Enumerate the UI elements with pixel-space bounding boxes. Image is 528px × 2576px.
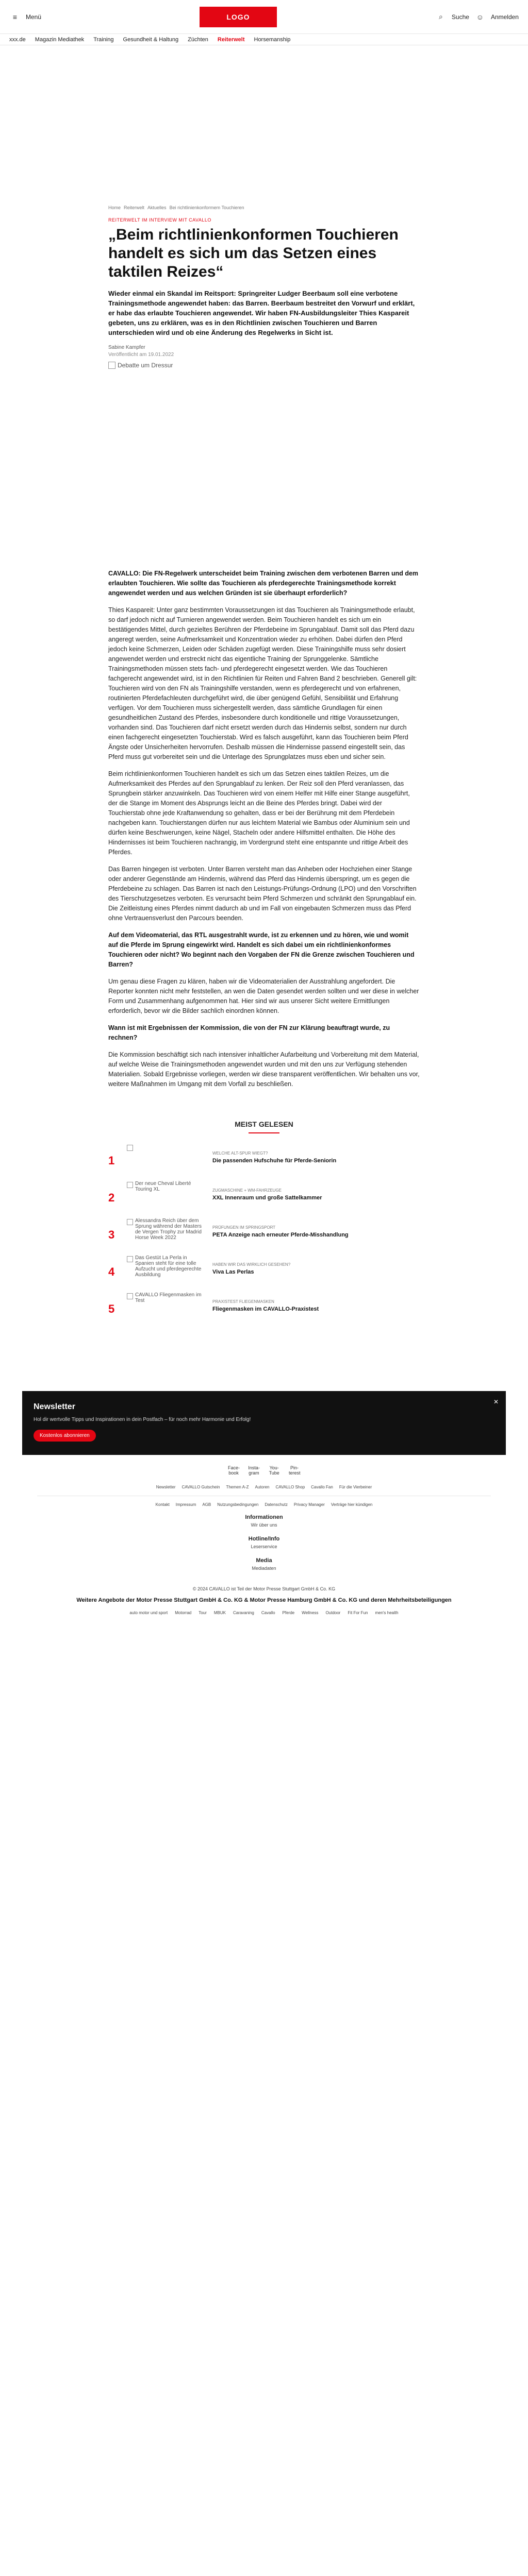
publisher-offer-link[interactable]: men's health (375, 1611, 399, 1615)
top-bar-right (435, 11, 519, 23)
nav-item-gesundheit[interactable]: Gesundheit & Haltung (123, 36, 179, 43)
most-read-thumbnail[interactable] (127, 1144, 204, 1175)
top-bar (0, 0, 528, 34)
interview-question: Auf dem Videomaterial, das RTL ausgestrahlt wurde, ist zu erkennen und zu hören, wie und womit auf die Pferde im Sprung eingewirkt wird. Handelt es sich dabei um ein richtlinienkonformes Touchieren oder nicht? Wo beginnt nach den Vorgaben der FN die Grenze zwischen Touchieren und Barren? (108, 931, 415, 968)
most-read-title: MEIST GELESEN (235, 1120, 293, 1128)
footer-link[interactable]: Autoren (255, 1485, 270, 1489)
breadcrumb-home[interactable]: Home (108, 205, 121, 210)
most-read-kicker: PRÜFUNGEN IM SPRINGSPORT (212, 1225, 276, 1230)
article-kicker: REITERWELT IM INTERVIEW MIT CAVALLO (108, 217, 211, 223)
site-logo[interactable] (200, 7, 277, 27)
nav-item-reiterwelt[interactable]: Reiterwelt (217, 36, 245, 43)
breadcrumb (108, 205, 420, 210)
article-paragraph: Das Barren hingegen ist verboten. Unter Barren versteht man das Anheben oder Hochziehen einer Stange oder anderer Gegenstände am Hindernis, während das Pferd das Hindernis überspringt, um es gegen die Pferdebeine zu schlagen. Das Barren ist nach den Leistungs-Prüfungs-Ordnung (LPO) und den Vorschriften des Tierschutzgesetzes verboten. Es verursacht beim Pferd Schmerzen und schränkt den Sprungablauf ein. Die Zeitleistung eines Pferdes nimmt dadurch ab und im Fall von eingebauten Schmerzen muss das Pferd ohne Vertrauensverlust den Parcours beenden. (108, 866, 417, 922)
most-read-text (212, 1181, 420, 1201)
newsletter-title: Newsletter (34, 1402, 75, 1411)
page-bottom-spacer (0, 1615, 528, 1646)
most-read-headline[interactable]: Die passenden Hufschuhe für Pferde-Seniorin (212, 1158, 337, 1164)
footer-legal-link[interactable]: Datenschutz (265, 1502, 288, 1507)
top-bar-left (9, 11, 41, 23)
most-read-thumbnail[interactable] (127, 1218, 204, 1249)
publisher-offer-link[interactable]: Motorrad (175, 1611, 192, 1615)
most-read-thumbnail-alt: Das Gestüt La Perla in Spanien steht für eine tolle Aufzucht und pferdegerechte Ausbildung (135, 1255, 202, 1278)
article-headline: „Beim richtlinienkonformen Touchieren handelt es sich um das Setzen eines taktilen Reizes“ (108, 226, 399, 280)
most-read-item[interactable] (108, 1144, 420, 1181)
footer-link[interactable]: CAVALLO Shop (275, 1485, 305, 1489)
footer-link[interactable]: Themen A-Z (226, 1485, 249, 1489)
publisher-offers-links (0, 1611, 528, 1615)
broken-image-icon (127, 1219, 133, 1225)
article-author[interactable]: Sabine Kampfer (108, 345, 145, 350)
footer-link[interactable]: Newsletter (156, 1485, 176, 1489)
most-read-thumbnail-alt: CAVALLO Fliegenmasken im Test (135, 1292, 202, 1303)
menu-label[interactable]: Menü (26, 13, 42, 21)
most-read-item[interactable] (108, 1218, 420, 1255)
article-paragraph: Um genau diese Fragen zu klären, haben wir die Videomaterialien der Ausstrahlung angefordert. Die Reporter konnten nicht mehr feststellen, an wen die Daten gesendet werden sollten und wer diese in welcher Form und Zusammenhang aufgenommen hat. Hier sind wir aus unserer Sicht weitere Ermittlungen erforderlich, bevor wir die Bilder sachlich einordnen können. (108, 978, 419, 1014)
footer-media-link[interactable]: Mediadaten (252, 1566, 276, 1571)
footer-info-heading: Informationen (245, 1514, 283, 1520)
nav-item-training[interactable]: Training (93, 36, 114, 43)
publisher-offer-link[interactable]: MBUK (213, 1611, 226, 1615)
most-read-thumbnail[interactable] (127, 1292, 204, 1323)
menu-icon[interactable]: ≡ (12, 12, 18, 21)
most-read-section (108, 1120, 420, 1329)
article-image-alt-text: Debatte um Dressur (118, 362, 173, 369)
nav-item-magazin[interactable]: Magazin Mediathek (35, 36, 85, 43)
breadcrumb-current: Bei richtlinienkonformem Touchieren (169, 205, 244, 210)
most-read-thumbnail-alt: Alessandra Reich über dem Sprung während der Masters de Vergen Trophy zur Madrid Horse Week 2022 (135, 1218, 202, 1241)
broken-image-icon (127, 1182, 133, 1188)
nav-item-horsemanship[interactable]: Horsemanship (254, 36, 291, 43)
close-icon[interactable]: ✕ (493, 1398, 499, 1405)
most-read-rank: 1 (108, 1154, 115, 1167)
article-body (108, 569, 420, 1089)
most-read-item[interactable] (108, 1255, 420, 1292)
most-read-headline[interactable]: PETA Anzeige nach erneuter Pferde-Misshandlung (212, 1232, 349, 1238)
most-read-headline[interactable]: XXL Innenraum und große Sattelkammer (212, 1195, 322, 1201)
most-read-kicker: HABEN WIR DAS WIRKLICH GESEHEN? (212, 1262, 291, 1267)
most-read-headline[interactable]: Viva Las Perlas (212, 1269, 254, 1275)
publisher-offer-link[interactable]: auto motor und sport (129, 1611, 168, 1615)
article-date: Veröffentlicht am 19.01.2022 (108, 352, 174, 358)
article (108, 45, 420, 1089)
most-read-text (212, 1218, 420, 1239)
most-read-text (212, 1255, 420, 1276)
newsletter-banner (22, 1391, 506, 1455)
most-read-text (212, 1292, 420, 1313)
youtube-icon[interactable]: You- Tube (269, 1465, 279, 1476)
nav-item-home[interactable]: xxx.de (9, 36, 26, 43)
broken-image-icon (127, 1256, 133, 1262)
publisher-offer-link[interactable]: Tour (199, 1611, 207, 1615)
footer-links-legal (0, 1499, 528, 1510)
footer-legal-link[interactable]: AGB (202, 1502, 211, 1507)
search-label[interactable]: Suche (451, 13, 469, 21)
most-read-thumbnail-alt: Der neue Cheval Liberté Touring XL (135, 1181, 191, 1192)
article-image-alt (108, 362, 173, 369)
article-paragraph: Die Kommission beschäftigt sich nach intensiver inhaltlicher Aufarbeitung und Vorbereitung mit dem Material, auf welche Weise die Trainingsmethoden angewendet wurden und mit den uns zur Verfügung stehenden Materialien. Sobald Ergebnisse vorliegen, werden wir diese transparent veröffentlichen. Wir behalten uns vor, weitere Maßnahmen im Umgang mit dem Vorfall zu beschließen. (108, 1051, 420, 1088)
most-read-text (212, 1144, 420, 1164)
footer-info-link[interactable]: Wir über uns (251, 1522, 277, 1528)
footer-legal-link[interactable]: Verträge hier kündigen (331, 1502, 373, 1507)
article-paragraph: Beim richtlinienkonformen Touchieren handelt es sich um das Setzen eines taktilen Reizes, um die Aufmerksamkeit des Pferdes auf den Sprungablauf zu lenken. Der Reiz soll den Pferd veranlassen, das Sprungbein stärker anzuwinkeln. Das Touchieren wird von einem Helfer mit Hilfe einer Stange ausgeführt, der die Stange im Moment des Absprungs leicht an die Beine des Pferdes bringt. Dabei wird der Touchierstab ohne jede Kraftanwendung so gehalten, dass er bei der Berührung mit dem Pferdebein nachgeben kann. Touchierstangen dürfen nur aus leichtem Material wie Bambus oder Aluminium sein und dürfen keine Beschwerungen, keine Nägel, Stacheln oder andere Hilfsmittel enthalten. Die Höhe des Hindernisses ist beim Touchieren nachrangig, im Vordergrund steht eine entspannte und rittige Arbeit des Pferdes. (108, 770, 410, 856)
publisher-offer-link[interactable]: Pferde (282, 1611, 295, 1615)
newsletter-subscribe-button[interactable]: Kostenlos abonnieren (34, 1430, 96, 1442)
article-paragraph: CAVALLO: Die FN-Regelwerk unterscheidet beim Training zwischen dem verbotenen Barren und dem erlaubten Touchieren. Wie sollte das Touchieren als pferdegerechte Trainingsmethode korrekt angewendet werden und aus welchen Gründen ist sie überhaupt erforderlich? (108, 570, 419, 597)
most-read-rank: 2 (108, 1191, 115, 1204)
footer-links-primary (0, 1482, 528, 1493)
most-read-kicker: ZUGMASCHINE + WM-FAHRZEUGE (212, 1188, 282, 1193)
publisher-offer-link[interactable]: Fit For Fun (348, 1611, 368, 1615)
most-read-rank: 3 (108, 1228, 115, 1241)
instagram-icon[interactable]: Insta- gram (248, 1465, 260, 1476)
broken-image-icon (108, 362, 116, 369)
login-label[interactable]: Anmelden (490, 13, 519, 21)
facebook-icon[interactable]: Face- book (228, 1465, 240, 1476)
footer-media-heading: Media (256, 1557, 272, 1564)
footer-legal-link[interactable]: Kontakt (155, 1502, 170, 1507)
nav-item-zuechten[interactable]: Züchten (188, 36, 208, 43)
footer-hotline-heading: Hotline/Info (248, 1536, 280, 1542)
social-links (228, 1465, 300, 1476)
user-icon[interactable]: ☺ (476, 12, 484, 21)
broken-image-icon (127, 1293, 133, 1299)
article-paragraph: Thies Kaspareit: Unter ganz bestimmten Voraussetzungen ist das Touchieren als Trainingsmethode erlaubt, so darf jedoch nicht auf Turnieren angewendet werden. Beim Touchieren handelt es sich um ein bestätigendes Mittel, durch gezieltes Berühren der Pferdebeine im Sprungablauf. Damit soll das Pferd dazu angeregt werden, seine Aufmerksamkeit und Konzentration wieder zu erhöhen. Dabei dürfen den Pferd jedoch keine Schmerzen, Leiden oder Schäden zugefügt werden. Diese Trainingshilfe muss sehr dosiert angewendet werden und erstreckt nicht das eigentliche Training der Sprunggelenke. Sämtliche Trainingsmethoden müssen stets fach- und pferdegerecht eingesetzt werden. Wie das Touchieren fachgerecht angewendet wird, ist in den Richtlinien für Reiten und Fahren Band 2 beschrieben. Generell gilt: Touchieren wird von den FN als Trainingshilfe verstanden, wenn es pferdegerecht und von erfahrenen, routinierten Pferdefachleuten durchgeführt wird, die über genügend Gefühl, Sensibilität und Erfahrung verfügen. Vor dem Touchieren muss sichergestellt werden, dass sämtliche Grundlagen für einen gesundheitlichen Zustand des Pferdes, insbesondere durch konditionelle und rittige Voraussetzungen, vorhanden sind. Das Touchieren darf nicht ersetzt werden durch das Hindernis selbst, sondern nur durch einen fachgerecht eingesetzten Touchierstab. Wird es falsch ausgeführt, kann das Touchieren beim Pferd Ängste oder Unsicherheiten hervorrufen. Deshalb müssen die Hindernisse passend eingestellt sein, das Pferd muss gut vorbereitet sein und die Unterlage des Sprungplatzes muss eben und sicher sein. (108, 606, 417, 760)
most-read-rank: 4 (108, 1265, 115, 1278)
newsletter-text: Hol dir wertvolle Tipps und Inspirationen in dein Postfach – für noch mehr Harmonie und Erfolg! (34, 1417, 251, 1422)
footer-legal-link[interactable]: Privacy Manager (293, 1502, 325, 1507)
article-image (108, 362, 420, 562)
publisher-offer-link[interactable]: Caravaning (233, 1611, 254, 1615)
most-read-rank: 5 (108, 1302, 115, 1315)
footer-link[interactable]: CAVALLO Gutschein (182, 1485, 220, 1489)
most-read-thumbnail[interactable] (127, 1181, 204, 1212)
pinterest-icon[interactable]: Pin- terest (288, 1465, 301, 1476)
most-read-item[interactable] (108, 1292, 420, 1329)
most-read-kicker: PRAXISTEST FLIEGENMASKEN (212, 1299, 274, 1304)
publisher-offer-link[interactable]: Cavallo (261, 1611, 275, 1615)
most-read-list (108, 1144, 420, 1329)
article-lead: Wieder einmal ein Skandal im Reitsport: Springreiter Ludger Beerbaum soll eine verbotene Trainingsmethode angewendet haben: das Barren. Beerbaum bestreitet den Vorwurf und erklärt, er habe das erlaubte Touchieren angewendet. Wir haben FN-Ausbildungsleiter Thies Kaspareit gebeten, uns zu erklären, was es in den Richtlinien zwischen Touchieren und Barren unterschieden wird und ob eine Änderung des Regelwerks in Sicht ist. (108, 290, 415, 336)
copyright: © 2024 CAVALLO ist Teil der Motor Presse Stuttgart GmbH & Co. KG (192, 1586, 336, 1591)
footer-hotline-link[interactable]: Leserservice (251, 1544, 277, 1549)
footer-link[interactable]: Für die Vierbeiner (339, 1485, 372, 1489)
search-icon[interactable]: ⌕ (438, 12, 443, 21)
most-read-kicker: WELCHE ALT-SPUR WIEGT? (212, 1151, 268, 1156)
footer-legal-link[interactable]: Nutzungsbedingungen (217, 1502, 259, 1507)
most-read-title-underline (249, 1132, 279, 1133)
footer (0, 1482, 528, 1615)
breadcrumb-aktuelles[interactable]: Aktuelles (147, 205, 167, 210)
publisher-offer-link[interactable]: Outdoor (325, 1611, 341, 1615)
breadcrumb-reiterwelt[interactable]: Reiterwelt (124, 205, 145, 210)
most-read-headline[interactable]: Fliegenmasken im CAVALLO-Praxistest (212, 1306, 319, 1312)
main-navigation (0, 34, 528, 45)
logo-text: LOGO (226, 12, 250, 21)
most-read-thumbnail[interactable] (127, 1255, 204, 1286)
interview-question: Wann ist mit Ergebnissen der Kommission, die von der FN zur Klärung beauftragt wurde, zu rechnen? (108, 1024, 390, 1041)
most-read-item[interactable] (108, 1181, 420, 1218)
publisher-offer-link[interactable]: Wellness (302, 1611, 319, 1615)
footer-legal-link[interactable]: Impressum (175, 1502, 196, 1507)
footer-link[interactable]: Cavallo Fan (311, 1485, 333, 1489)
broken-image-icon (127, 1145, 133, 1151)
publisher-offers-heading: Weitere Angebote der Motor Presse Stuttgart GmbH & Co. KG & Motor Presse Hamburg GmbH & Co. KG und deren Mehrheitsbeteiligungen (76, 1597, 452, 1603)
